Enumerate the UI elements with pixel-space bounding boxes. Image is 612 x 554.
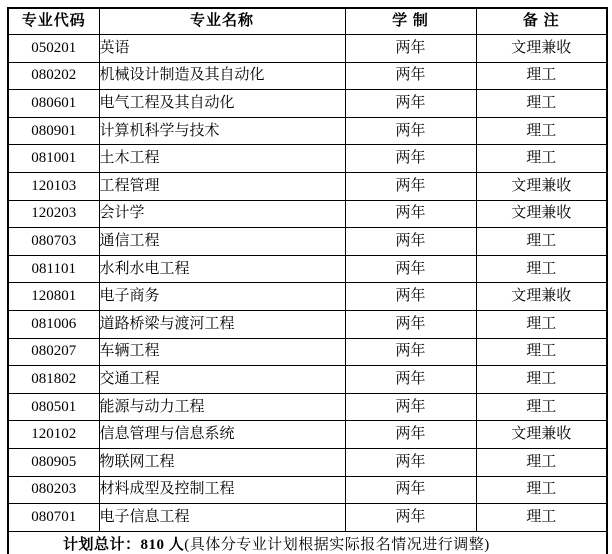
table-row — [8, 421, 607, 449]
major-code-cell: 080601 — [8, 90, 99, 118]
major-code-cell: 120801 — [8, 283, 99, 311]
note-cell: 理工 — [476, 145, 607, 173]
table-row — [8, 145, 607, 173]
note-cell: 理工 — [476, 366, 607, 394]
table-row — [8, 172, 607, 200]
major-code-cell: 120103 — [8, 172, 99, 200]
duration-cell: 两年 — [345, 448, 476, 476]
note-cell: 理工 — [476, 90, 607, 118]
header-major-name: 专业名称 — [99, 8, 345, 35]
major-name-cell: 信息管理与信息系统 — [99, 421, 345, 449]
note-cell: 文理兼收 — [476, 200, 607, 228]
duration-cell: 两年 — [345, 366, 476, 394]
note-cell: 理工 — [476, 393, 607, 421]
major-code-cell: 080905 — [8, 448, 99, 476]
table-row — [8, 117, 607, 145]
header-major-code: 专业代码 — [8, 8, 99, 35]
major-name-cell: 电子信息工程 — [99, 504, 345, 532]
table-header-row — [8, 8, 607, 35]
header-note: 备 注 — [476, 8, 607, 35]
duration-cell: 两年 — [345, 200, 476, 228]
duration-cell: 两年 — [345, 338, 476, 366]
duration-cell: 两年 — [345, 283, 476, 311]
note-cell: 理工 — [476, 476, 607, 504]
duration-cell: 两年 — [345, 310, 476, 338]
note-cell: 文理兼收 — [476, 35, 607, 63]
major-code-cell: 050201 — [8, 35, 99, 63]
duration-cell: 两年 — [345, 504, 476, 532]
duration-cell: 两年 — [345, 145, 476, 173]
note-cell: 理工 — [476, 255, 607, 283]
duration-cell: 两年 — [345, 476, 476, 504]
major-name-cell: 车辆工程 — [99, 338, 345, 366]
major-name-cell: 会计学 — [99, 200, 345, 228]
total-plan-count: 计划总计：810 人 — [63, 537, 185, 554]
table-row — [8, 504, 607, 532]
major-name-cell: 电气工程及其自动化 — [99, 90, 345, 118]
major-code-cell: 120203 — [8, 200, 99, 228]
note-cell: 理工 — [476, 504, 607, 532]
duration-cell: 两年 — [345, 90, 476, 118]
major-name-cell: 土木工程 — [99, 145, 345, 173]
table-row — [8, 283, 607, 311]
major-code-cell: 080703 — [8, 228, 99, 256]
duration-cell: 两年 — [345, 255, 476, 283]
enrollment-plan-table — [7, 7, 608, 554]
major-code-cell: 081802 — [8, 366, 99, 394]
duration-cell: 两年 — [345, 421, 476, 449]
major-code-cell: 081101 — [8, 255, 99, 283]
major-name-cell: 道路桥梁与渡河工程 — [99, 310, 345, 338]
table-row — [8, 255, 607, 283]
table-row — [8, 448, 607, 476]
major-name-cell: 物联网工程 — [99, 448, 345, 476]
major-code-cell: 080207 — [8, 338, 99, 366]
note-cell: 理工 — [476, 228, 607, 256]
major-name-cell: 英语 — [99, 35, 345, 63]
table-row — [8, 338, 607, 366]
note-cell: 理工 — [476, 310, 607, 338]
major-code-cell: 080701 — [8, 504, 99, 532]
note-cell: 理工 — [476, 62, 607, 90]
duration-cell: 两年 — [345, 62, 476, 90]
note-cell: 文理兼收 — [476, 283, 607, 311]
table-row — [8, 200, 607, 228]
note-cell: 文理兼收 — [476, 172, 607, 200]
table-footer-row — [8, 531, 607, 554]
major-name-cell: 工程管理 — [99, 172, 345, 200]
major-name-cell: 交通工程 — [99, 366, 345, 394]
duration-cell: 两年 — [345, 393, 476, 421]
table-row — [8, 366, 607, 394]
total-plan-cell — [8, 531, 607, 554]
note-cell: 文理兼收 — [476, 421, 607, 449]
table-row — [8, 228, 607, 256]
table-row — [8, 310, 607, 338]
major-name-cell: 材料成型及控制工程 — [99, 476, 345, 504]
header-duration: 学 制 — [345, 8, 476, 35]
note-cell: 理工 — [476, 448, 607, 476]
duration-cell: 两年 — [345, 35, 476, 63]
table-body — [8, 35, 607, 532]
table-row — [8, 393, 607, 421]
major-name-cell: 电子商务 — [99, 283, 345, 311]
note-cell: 理工 — [476, 117, 607, 145]
major-name-cell: 机械设计制造及其自动化 — [99, 62, 345, 90]
table-row — [8, 35, 607, 63]
major-name-cell: 通信工程 — [99, 228, 345, 256]
major-code-cell: 080203 — [8, 476, 99, 504]
major-name-cell: 能源与动力工程 — [99, 393, 345, 421]
table-row — [8, 62, 607, 90]
major-code-cell: 080202 — [8, 62, 99, 90]
major-code-cell: 081006 — [8, 310, 99, 338]
duration-cell: 两年 — [345, 228, 476, 256]
major-code-cell: 080501 — [8, 393, 99, 421]
major-code-cell: 081001 — [8, 145, 99, 173]
table-row — [8, 90, 607, 118]
table-row — [8, 476, 607, 504]
major-code-cell: 120102 — [8, 421, 99, 449]
major-code-cell: 080901 — [8, 117, 99, 145]
total-plan-remark: (具体分专业计划根据实际报名情况进行调整) — [184, 537, 490, 554]
duration-cell: 两年 — [345, 172, 476, 200]
note-cell: 理工 — [476, 338, 607, 366]
duration-cell: 两年 — [345, 117, 476, 145]
major-name-cell: 水利水电工程 — [99, 255, 345, 283]
major-name-cell: 计算机科学与技术 — [99, 117, 345, 145]
